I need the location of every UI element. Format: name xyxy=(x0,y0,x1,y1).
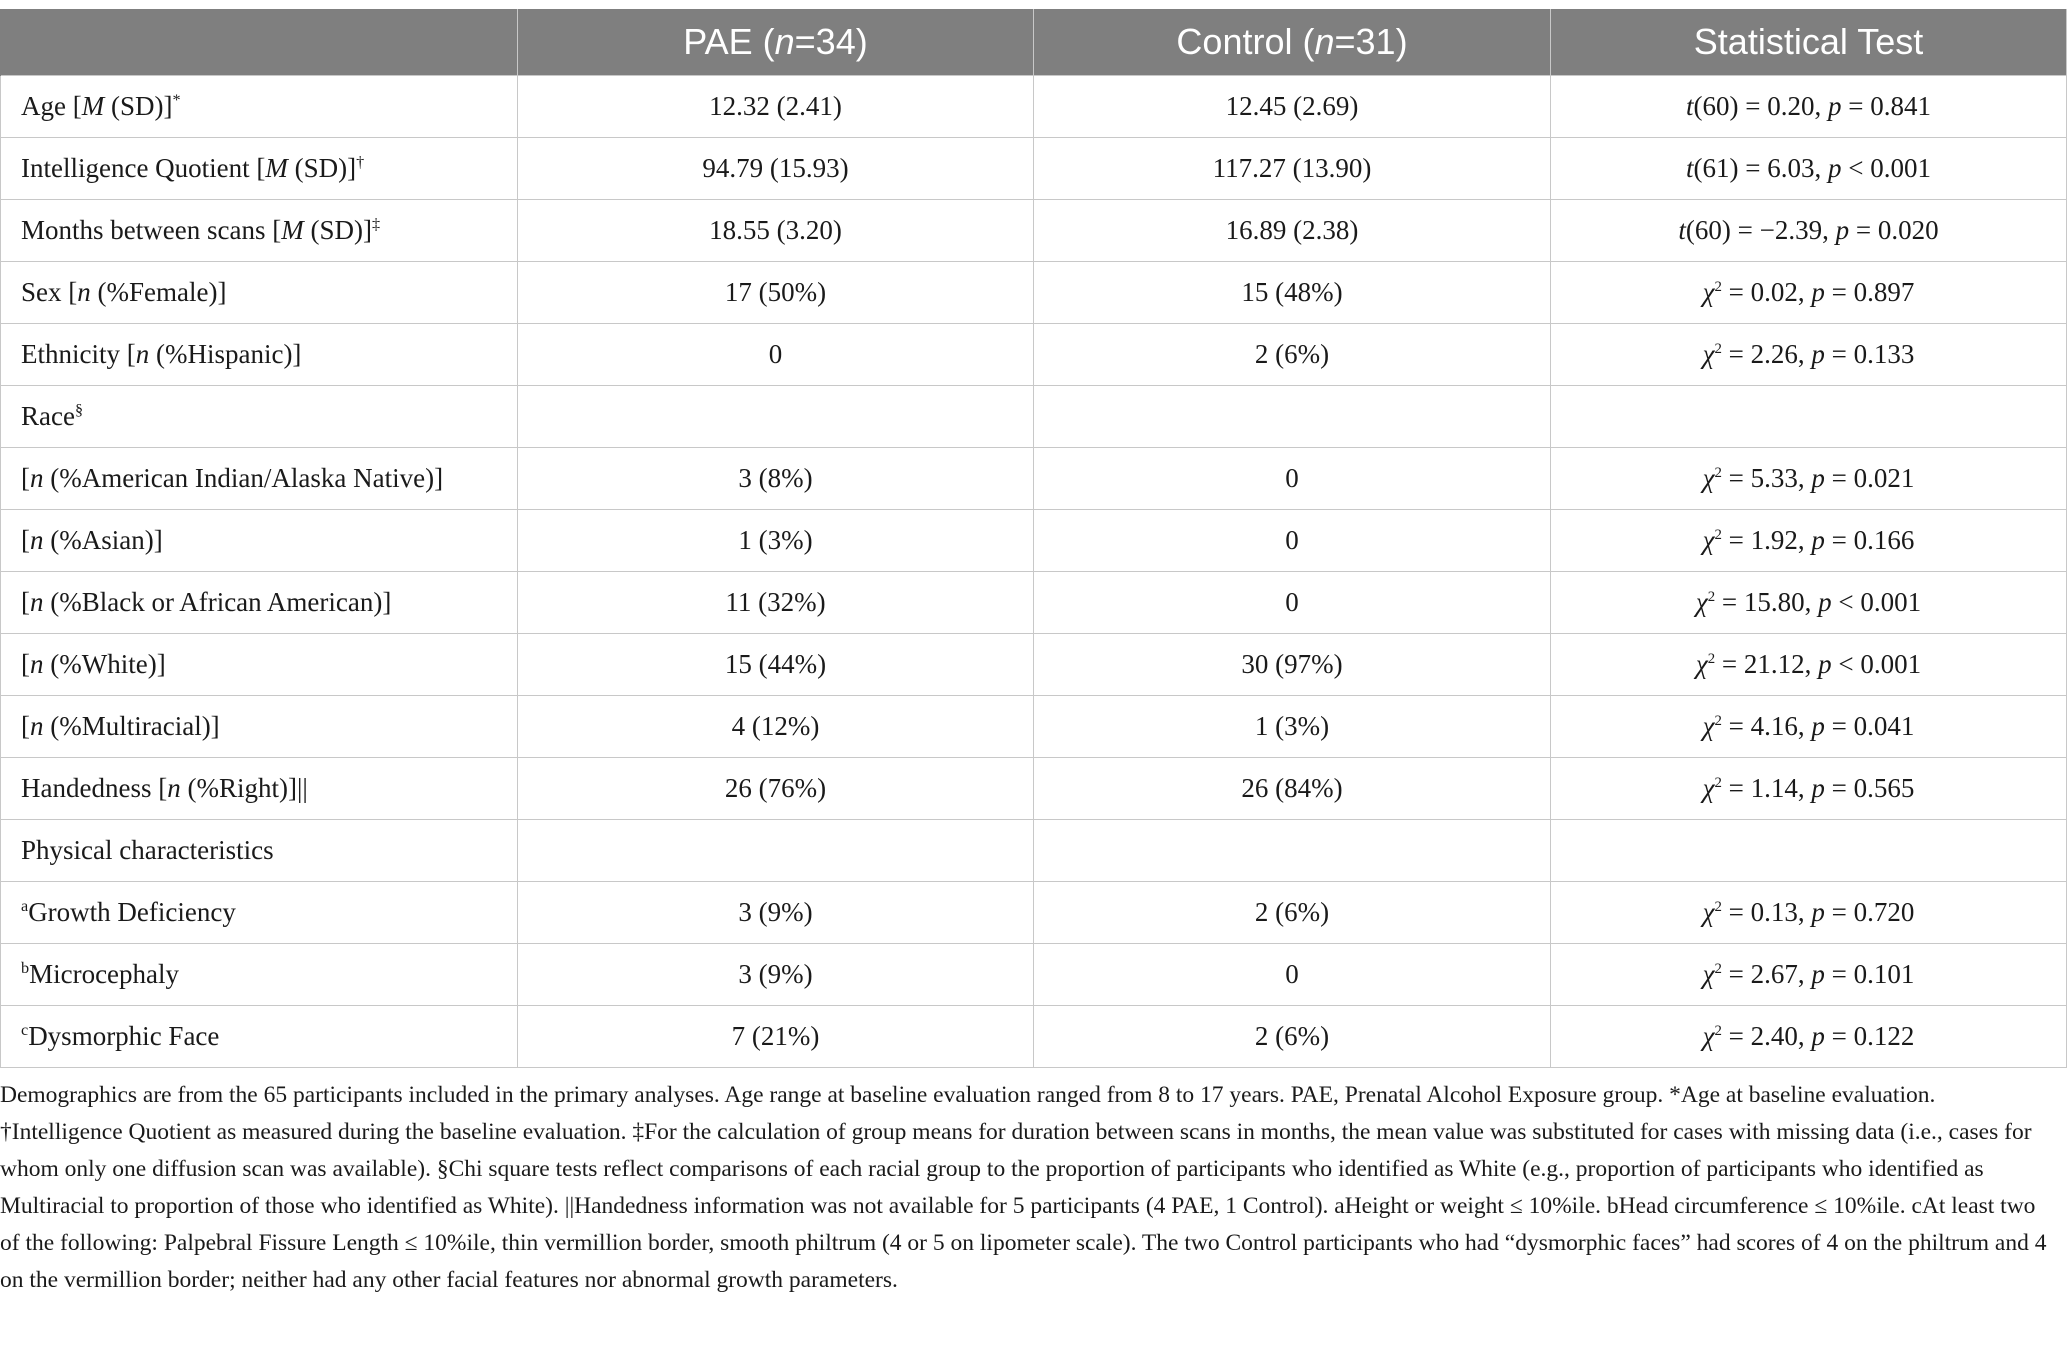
statistical-test-value: $\chi^2 = 2.67$, p = 0.101 xyxy=(1551,944,2067,1006)
statistical-test-value: $\chi^2 = 1.14$, p = 0.565 xyxy=(1551,758,2067,820)
control-value: 0 xyxy=(1034,944,1551,1006)
demographics-table xyxy=(0,9,2067,1068)
header-pae: PAE (n=34) xyxy=(518,9,1034,76)
pae-value: 3 (9%) xyxy=(518,882,1034,944)
header-statistical-test: Statistical Test xyxy=(1551,9,2067,76)
table-row xyxy=(1,634,2067,696)
pae-value: 94.79 (15.93) xyxy=(518,138,1034,200)
table-footnote: Demographics are from the 65 participants included in the primary analyses. Age range at baseline evaluation ranged from 8 to 17 years. PAE, Prenatal Alcohol Exposure group. *Age at baseline evaluation. †Intelligence Quotient as measured during the baseline evaluation. ‡For the calculation of group means for duration between scans in months, the mean value was substituted for cases with missing data (i.e., cases for whom only one diffusion scan was available). §Chi square tests reflect comparisons of each racial group to the proportion of participants who identified as White (e.g., proportion of participants who identified as Multiracial to proportion of those who identified as White). ||Handedness information was not available for 5 participants (4 PAE, 1 Control). aHeight or weight ≤ 10%ile. bHead circumference ≤ 10%ile. cAt least two of the following: Palpebral Fissure Length ≤ 10%ile, thin vermillion border, smooth philtrum (4 or 5 on lipometer scale). The two Control participants who had “dysmorphic faces” had scores of 4 on the philtrum and 4 on the vermillion border; neither had any other facial features nor abnormal growth parameters. xyxy=(0,1082,2047,1293)
statistical-test-value: $\chi^2 = 2.40$, p = 0.122 xyxy=(1551,1006,2067,1068)
statistical-test-value: $\chi^2 = 0.02$, p = 0.897 xyxy=(1551,262,2067,324)
statistical-test-value xyxy=(1551,820,2067,882)
control-value: 0 xyxy=(1034,510,1551,572)
table-row xyxy=(1,200,2067,262)
row-label: $^a$Growth Deficiency xyxy=(1,882,518,944)
table-row xyxy=(1,76,2067,138)
pae-value: 1 (3%) xyxy=(518,510,1034,572)
pae-value: 12.32 (2.41) xyxy=(518,76,1034,138)
row-label: Sex [n (%Female)] xyxy=(1,262,518,324)
row-label: Physical characteristics xyxy=(1,820,518,882)
statistical-test-value xyxy=(1551,386,2067,448)
row-label: Ethnicity [n (%Hispanic)] xyxy=(1,324,518,386)
statistical-test-value: $\chi^2 = 1.92$, p = 0.166 xyxy=(1551,510,2067,572)
pae-value xyxy=(518,386,1034,448)
row-label: [n (%American Indian/Alaska Native)] xyxy=(1,448,518,510)
table-row xyxy=(1,448,2067,510)
table-row xyxy=(1,758,2067,820)
statistical-test-value: $\chi^2 = 0.13$, p = 0.720 xyxy=(1551,882,2067,944)
control-value: 0 xyxy=(1034,448,1551,510)
table-body xyxy=(1,76,2067,1068)
table-row xyxy=(1,572,2067,634)
statistical-test-value: $\chi^2 = 5.33$, p = 0.021 xyxy=(1551,448,2067,510)
table-row xyxy=(1,944,2067,1006)
pae-value: 3 (9%) xyxy=(518,944,1034,1006)
row-label: Intelligence Quotient [M (SD)]† xyxy=(1,138,518,200)
row-label: Months between scans [M (SD)]‡ xyxy=(1,200,518,262)
table-row xyxy=(1,1006,2067,1068)
pae-value xyxy=(518,820,1034,882)
row-label: Race§ xyxy=(1,386,518,448)
pae-value: 17 (50%) xyxy=(518,262,1034,324)
control-value: 12.45 (2.69) xyxy=(1034,76,1551,138)
statistical-test-value: t(61) = 6.03, p < 0.001 xyxy=(1551,138,2067,200)
statistical-test-value: t(60) = 0.20, p = 0.841 xyxy=(1551,76,2067,138)
row-label: [n (%White)] xyxy=(1,634,518,696)
row-label: Handedness [n (%Right)]|| xyxy=(1,758,518,820)
row-label: [n (%Black or African American)] xyxy=(1,572,518,634)
control-value: 26 (84%) xyxy=(1034,758,1551,820)
statistical-test-value: t(60) = −2.39, p = 0.020 xyxy=(1551,200,2067,262)
control-value: 0 xyxy=(1034,572,1551,634)
statistical-test-value: $\chi^2 = 21.12$, p < 0.001 xyxy=(1551,634,2067,696)
header-control: Control (n=31) xyxy=(1034,9,1551,76)
pae-value: 18.55 (3.20) xyxy=(518,200,1034,262)
control-value: 1 (3%) xyxy=(1034,696,1551,758)
table-row xyxy=(1,386,2067,448)
table-row xyxy=(1,820,2067,882)
row-label: [n (%Multiracial)] xyxy=(1,696,518,758)
table-row xyxy=(1,510,2067,572)
header-empty xyxy=(1,9,518,76)
control-value xyxy=(1034,386,1551,448)
pae-value: 11 (32%) xyxy=(518,572,1034,634)
statistical-test-value: $\chi^2 = 2.26$, p = 0.133 xyxy=(1551,324,2067,386)
row-label: $^b$Microcephaly xyxy=(1,944,518,1006)
table-row xyxy=(1,696,2067,758)
table-row xyxy=(1,262,2067,324)
pae-value: 15 (44%) xyxy=(518,634,1034,696)
row-label: $^c$Dysmorphic Face xyxy=(1,1006,518,1068)
control-value: 2 (6%) xyxy=(1034,1006,1551,1068)
control-value: 117.27 (13.90) xyxy=(1034,138,1551,200)
pae-value: 26 (76%) xyxy=(518,758,1034,820)
pae-value: 3 (8%) xyxy=(518,448,1034,510)
header-row xyxy=(1,9,2067,76)
statistical-test-value: $\chi^2 = 4.16$, p = 0.041 xyxy=(1551,696,2067,758)
pae-value: 7 (21%) xyxy=(518,1006,1034,1068)
pae-value: 0 xyxy=(518,324,1034,386)
table-row xyxy=(1,882,2067,944)
row-label: [n (%Asian)] xyxy=(1,510,518,572)
table-row xyxy=(1,324,2067,386)
statistical-test-value: $\chi^2 = 15.80$, p < 0.001 xyxy=(1551,572,2067,634)
row-label: Age [M (SD)]* xyxy=(1,76,518,138)
control-value: 16.89 (2.38) xyxy=(1034,200,1551,262)
demographics-table-container xyxy=(0,9,2067,1068)
control-value: 2 (6%) xyxy=(1034,324,1551,386)
control-value: 30 (97%) xyxy=(1034,634,1551,696)
control-value: 2 (6%) xyxy=(1034,882,1551,944)
pae-value: 4 (12%) xyxy=(518,696,1034,758)
control-value xyxy=(1034,820,1551,882)
table-row xyxy=(1,138,2067,200)
control-value: 15 (48%) xyxy=(1034,262,1551,324)
